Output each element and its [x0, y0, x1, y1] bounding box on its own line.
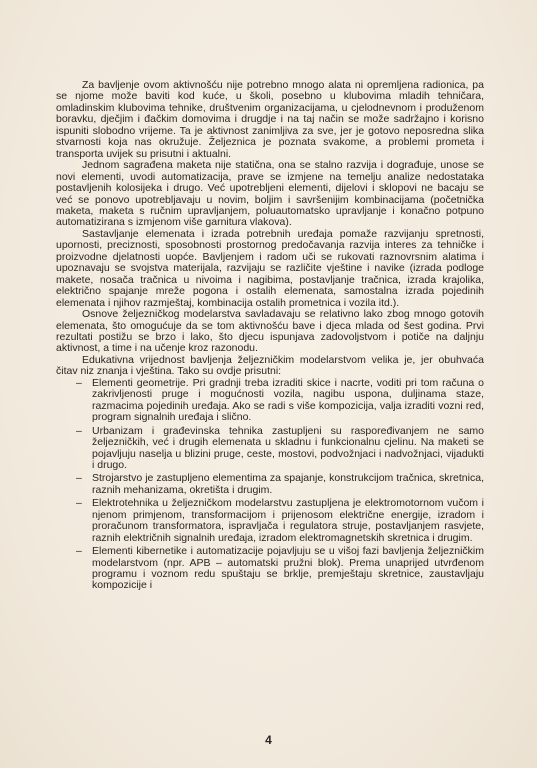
list-item	[56, 378, 484, 424]
list-dash: –	[76, 545, 82, 558]
list-item-text: Urbanizam i građevinska tehnika zastupljeni su raspoređivanjem ne samo željezničkih, već i drugih elemenata u skladnu i funkcionalnu cjelinu. Na maketi se pojavljuju naselja u blizini pruge, ceste, mostovi, podvožnjaci i nadvožnjaci, vijadukti i drugo.	[92, 424, 484, 471]
paragraph: Za bavljenje ovom aktivnošću nije potrebno mnogo alata ni opremljena radionica, pa se njome može baviti kod kuće, u školi, posebno u klubovima mladih tehničara, omladinskim klubovima tehnike, društvenim organizacijama, u cjelodnevnom i produženom boravku, dječjim i đačkim domovima i drugdje i na taj način se može sadržajno i korisno ispuniti slobodno vrijeme. Ta je aktivnost zanimljiva za sve, jer je gotovo neposredna slika stvarnosti koja nas okružuje. Željeznica je poznata svakome, a problemi prometa i transporta uvijek su prisutni i aktualni.	[56, 79, 484, 160]
paragraph: Jednom sagrađena maketa nije statična, ona se stalno razvija i dograđuje, unose se novi elementi, uvodi automatizacija, prave se izmjene na temelju analize nedostataka postavljenih kolosijeka i drugo. Već upotrebljeni elementi, dijelovi i sklopovi ne bacaju se već se ponovo upotrebljavaju u novim, boljim i savršenijim kombinacijama (početnička maketa, maketa s ručnim upravljanjem, poluautomatsko upravljanje i konačno potpuno automatizirana s izmjenom više garnitura vlakova).	[56, 159, 484, 229]
list-item-text: Elementi geometrije. Pri gradnji treba izraditi skice i nacrte, voditi pri tom računa o zakrivljenosti pruge i mogućnosti vozila, nagibu uspona, duljinama staze, razmacima pojedinih uređaja. Ako se radi s više kompozicija, valja izraditi vozni red, program signalnih uređaja i slično.	[92, 376, 484, 424]
paragraph: Sastavljanje elemenata i izrada potrebnih uređaja pomaže razvijanju spretnosti, upornosti, preciznosti, sposobnosti prostornog predočavanja razvija interes za tehničke i proizvodne djelatnosti uopće. Bavljenjem i radom uči se rukovati raznovrsnim alatima i upoznavaju se svojstva materijala, razvijaju se različite vještine i navike (izrada podloge makete, nosača tračnica u nivoima i nagibima, postavljanje tračnica, izrada krajolika, električno spajanje mreže pogona i ostalih elemenata, samostalna izrada pojedinih elemenata i njihov razmještaj, kombinacija ostalih prometnica i vozila itd.).	[56, 227, 484, 309]
body-text	[56, 80, 484, 594]
skills-list	[56, 378, 484, 592]
list-dash: –	[76, 497, 82, 510]
list-item	[56, 473, 484, 496]
list-item	[56, 426, 484, 472]
list-dash: –	[76, 472, 82, 485]
page-number: 4	[265, 733, 272, 747]
list-item-text: Elementi kibernetike i automatizacije pojavljuju se u višoj fazi bavljenja željezničkim modelarstvom (npr. APB – automatski pružni blok). Prema unaprijed utvrđenom programu i voznom redu spuštaju se brklje, premještaju skretnice, zaustavljaju kompozicije i	[92, 545, 484, 592]
list-dash: –	[76, 424, 82, 437]
list-dash: –	[76, 376, 82, 389]
paragraph: Osnove željezničkog modelarstva savladavaju se relativno lako zbog mnogo gotovih elemenata, što omogućuje da se tom aktivnošću bave i djeca mlada od šest godina. Prvi rezultati postižu se brzo i lako, što djecu ispunjava zadovoljstvom i potiče na daljnju aktivnost, a time i na učenje kroz razonodu.	[56, 308, 484, 355]
paragraph: Edukativna vrijednost bavljenja željezničkim modelarstvom velika je, jer obuhvaća čitav niz znanja i vještina. Tako su ovdje prisutni:	[56, 353, 484, 378]
list-item-text: Elektrotehnika u željezničkom modelarstvu zastupljena je elektromotornom vučom i njenom primjenom, transformacijom i prijenosom električne energije, izradom i proračunom transformatora, ispravljača i regulatora struje, postavljanjem rasvjete, raznih električnih signalnih uređaja, izradom elektromagnetskih skretnica i drugim.	[92, 497, 484, 544]
list-item-text: Strojarstvo je zastupljeno elementima za spajanje, konstrukcijom tračnica, skretnica, raznih mehanizama, okretišta i drugim.	[92, 472, 484, 496]
list-item	[56, 498, 484, 544]
list-item	[56, 546, 484, 592]
